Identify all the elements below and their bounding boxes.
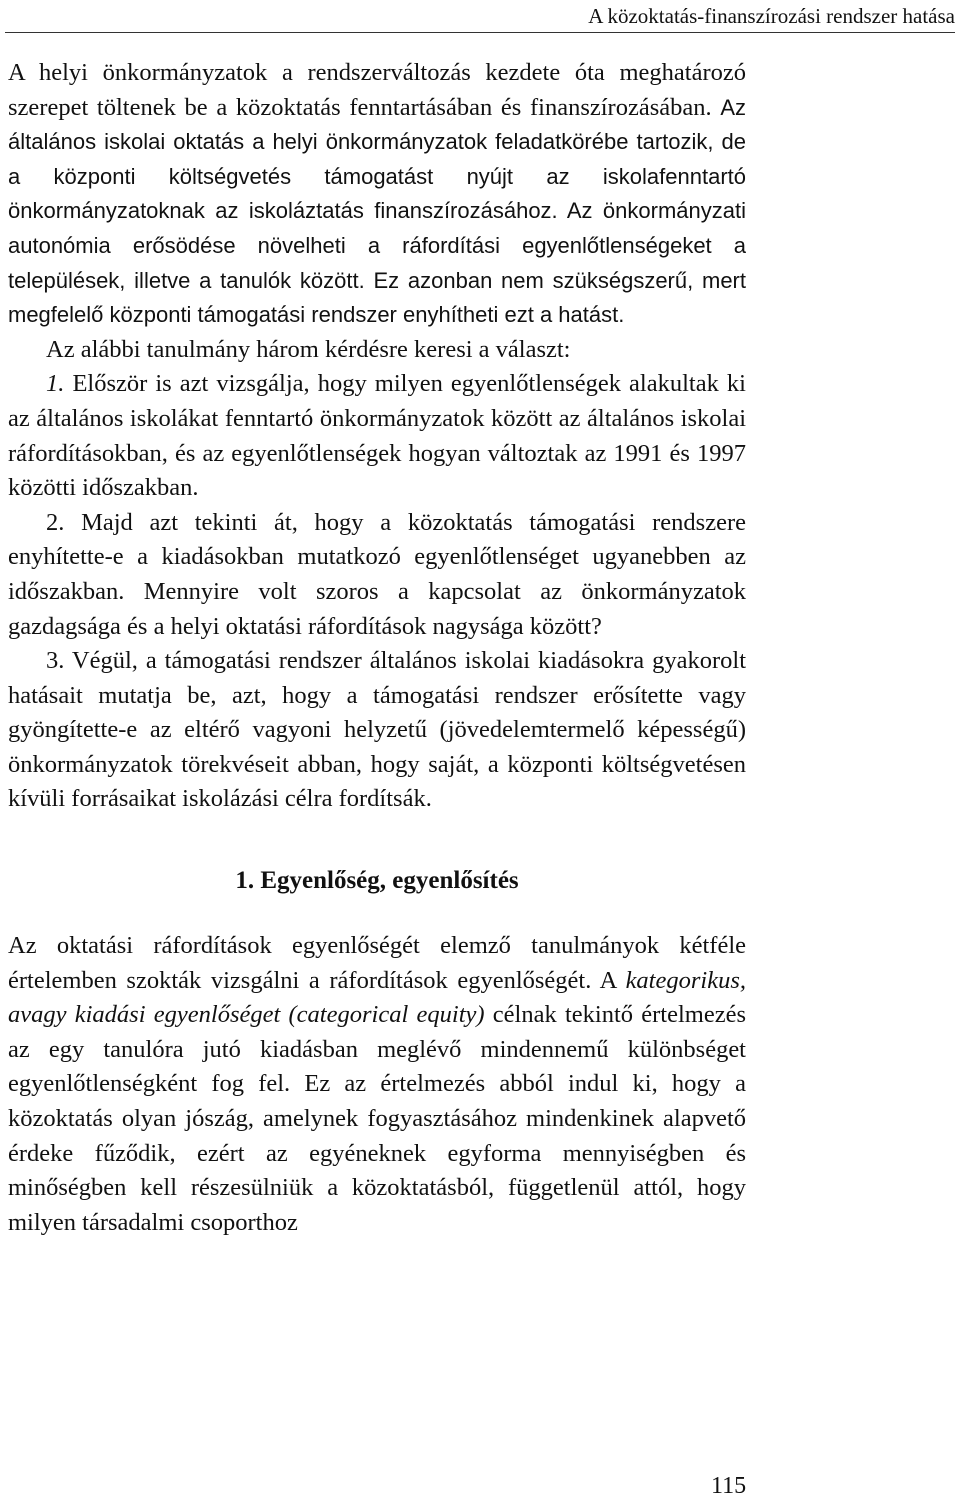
question-1-number: 1.: [46, 370, 65, 398]
question-1: [8, 367, 746, 505]
question-1-text: Először is azt vizsgálja, hogy milyen egyenlőtlenségek alakultak ki az általános iskolákat fenntartó önkormányzatok között az általános iskolai ráfordításokban, és az egyenlőtlenségek hogyan változtak az 1991 és 1997 közötti időszakban.: [8, 370, 746, 502]
intro-sentences-rest: Az általános iskolai oktatás a helyi önkormányzatok feladatkörébe tartozik, de a központi költségvetés támogatást nyújt az iskolafenntartó önkormányzatoknak az iskoláztatás finanszírozásához. Az önkormányzati autonómia erősödése növelheti a ráfordítási egyenlőtlenségeket a települések, illetve a tanulók között. Ez azonban nem szükségszerű, mert megfelelő központi támogatási rendszer enyhítheti ezt a hatást.: [8, 94, 746, 328]
section-heading: 1. Egyenlőség, egyenlősítés: [235, 867, 519, 895]
section-term-italic: kategorikus, avagy kiadási egyenlőséget (categorical equity): [8, 966, 746, 1029]
running-header: A közoktatás-finanszírozási rendszer hatása: [588, 4, 955, 28]
question-2: [8, 506, 746, 644]
question-2-text: Majd azt tekinti át, hogy a közoktatás támogatási rendszere enyhítette-e a kiadásokban mutatkozó egyenlőtlenséget ugyanebben az időszakban. Mennyire volt szoros a kapcsolat az önkormányzatok gazdagsága és a helyi oktatási ráfordítások nagysága között?: [8, 508, 746, 640]
section-text-after: célnak tekintő értelmezés az egy tanulóra jutó kiadásban meglévő mindennemű különbséget egyenlőtlenségként fog fel. Ez az értelmezés abból indul ki, hogy a közoktatás olyan jószág, amelynek fogyasztásához mindenkinek alapvető érdeke fűződik, ezért az egyéneknek egyforma mennyiségben és minőségben kell részesülniük a közoktatásból, függetlenül attól, hogy milyen társadalmi csoporthoz: [8, 1001, 746, 1236]
question-2-number: 2.: [46, 508, 65, 536]
intro-paragraph: [8, 56, 746, 333]
section-text-before: Az oktatási ráfordítások egyenlőségét elemző tanulmányok kétféle értelemben szokták vizsgálni a ráfordítások egyenlőségét. A: [8, 932, 746, 994]
question-3: [8, 644, 746, 817]
intro-sentence-1: A helyi önkormányzatok a rendszerváltozás kezdete óta meghatározó szerepet töltenek be a közoktatás fenntartásában és finanszírozásában.: [8, 59, 746, 121]
questions-intro: Az alábbi tanulmány három kérdésre keresi a választ:: [46, 335, 571, 363]
question-3-number: 3.: [46, 647, 65, 675]
section-paragraph: [8, 929, 746, 1240]
page-number: 115: [711, 1473, 747, 1499]
page-body: [8, 56, 746, 1240]
question-3-text: Végül, a támogatási rendszer általános iskolai kiadásokra gyakorolt hatásait mutatja be, azt, hogy a támogatási rendszer erősítette vagy gyöngítette-e az eltérő vagyoni helyzetű (jövedelemtermelő képességű) önkormányzatok törekvéseit abban, hogy saját, a központi költségvetésen kívüli forrásaikat iskolázási célra fordítsák.: [8, 647, 746, 813]
header-rule: [5, 32, 955, 33]
